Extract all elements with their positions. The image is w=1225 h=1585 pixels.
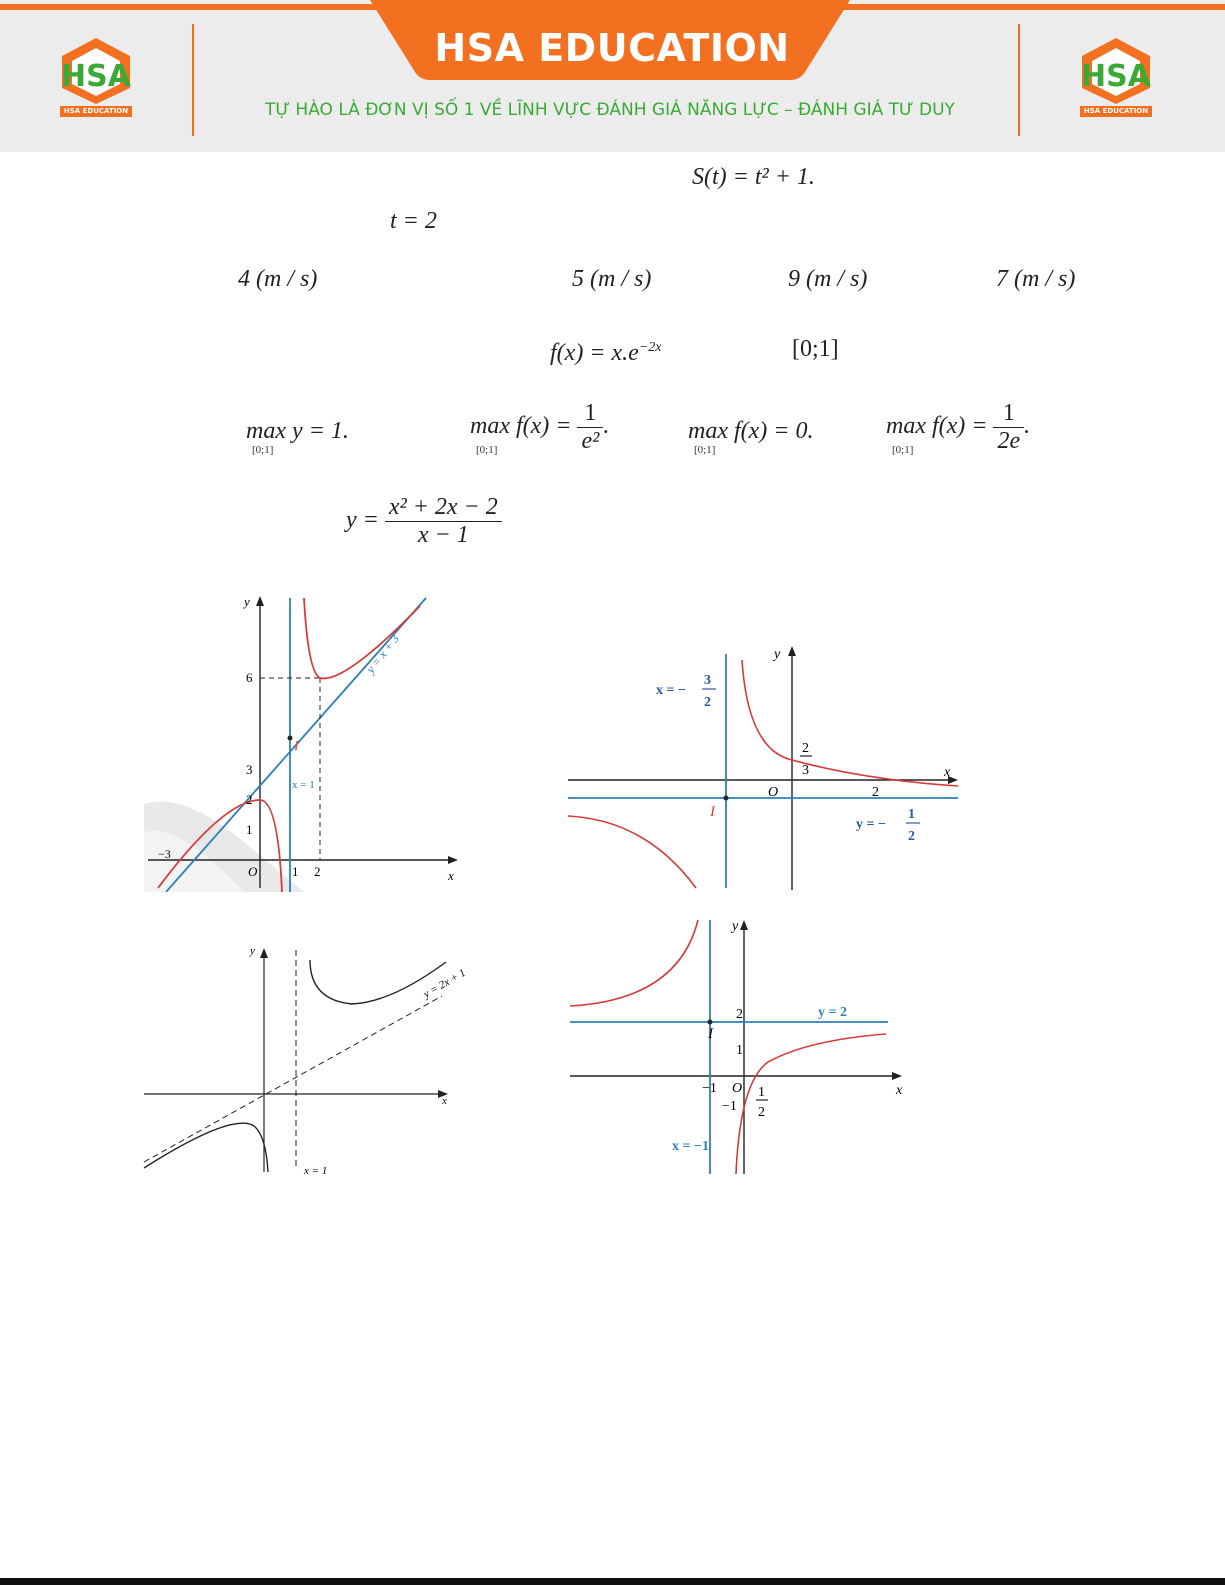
- svg-text:HSA: HSA: [61, 59, 131, 94]
- vertical-asymptote-den: 2: [704, 695, 711, 710]
- q1-answer-a: 4 (m / s): [238, 266, 318, 292]
- frac-num: 1: [584, 400, 597, 426]
- logo-caption: HSA EDUCATION: [1080, 106, 1152, 117]
- origin-label: O: [248, 864, 258, 879]
- header-divider-left: [192, 24, 194, 136]
- tick-x-den: 2: [758, 1105, 765, 1120]
- vertical-asymptote-label: x = 1: [304, 1165, 328, 1174]
- brand-title: HSA EDUCATION: [434, 26, 790, 70]
- y-axis-arrow-icon: [740, 920, 748, 930]
- tick-y-den: 3: [802, 763, 809, 778]
- graph-1: [144, 592, 464, 892]
- hsa-logo-right: [1076, 34, 1156, 124]
- q3-numerator: x² + 2x − 2: [388, 494, 498, 520]
- graph-4: [568, 912, 912, 1176]
- center-label: I: [294, 739, 299, 754]
- horizontal-asymptote-den: 2: [908, 829, 915, 844]
- y-axis-arrow-icon: [260, 948, 268, 958]
- oblique-asymptote-label: y = 2x + 1: [421, 966, 468, 1001]
- y-axis-arrow-icon: [256, 596, 264, 606]
- tick-y-3: 3: [246, 762, 253, 777]
- center-label: I: [708, 1026, 713, 1042]
- horizontal-asymptote-label: y = 2: [818, 1005, 847, 1020]
- vertical-asymptote-num: 3: [704, 673, 711, 688]
- tick-y-m1: −1: [722, 1099, 737, 1114]
- horizontal-asymptote-label: y = −: [856, 817, 886, 832]
- q2-answer-b-sub: [0;1]: [476, 444, 498, 456]
- tick-y-2: 2: [246, 792, 253, 807]
- tick-y-2: 2: [736, 1007, 743, 1022]
- center-point: [708, 1020, 713, 1025]
- x-label: x: [944, 765, 951, 780]
- curve-lower-branch: [144, 1123, 268, 1172]
- hsa-logo-icon: [56, 34, 136, 106]
- curve-left-branch: [570, 920, 698, 1006]
- q2-function-exp: −2x: [638, 340, 662, 355]
- q2-answer-d: max f(x) = $\frac{1}{2e}$ .: [886, 400, 1031, 454]
- q3-denominator: x − 1: [385, 521, 502, 549]
- q2-answer-d-lhs: max f(x) =: [886, 413, 988, 440]
- header-tagline: TỰ HÀO LÀ ĐƠN VỊ SỐ 1 VỀ LĨNH VỰC ĐÁNH GIÁ NĂNG LỰC – ĐÁNH GIÁ TƯ DUY: [265, 100, 955, 120]
- q2-answer-b-fraction: [577, 400, 603, 455]
- tick-y-6: 6: [246, 670, 253, 685]
- q2-function-lhs: f(x) = x.e: [550, 340, 639, 366]
- y-axis-arrow-icon: [788, 646, 796, 656]
- q2-function: [550, 340, 661, 367]
- y-label: y: [250, 945, 255, 957]
- q2-answer-a-sub: [0;1]: [252, 444, 274, 456]
- horizontal-asymptote-num: 1: [908, 807, 915, 822]
- hsa-logo-icon: [1076, 34, 1156, 106]
- page-header: [0, 0, 1225, 152]
- q1-answer-b: 5 (m / s): [572, 266, 652, 292]
- curve-right-branch: [742, 660, 958, 786]
- q2-answer-d-fraction: [993, 400, 1024, 455]
- q2-answer-a: max y = 1.: [246, 418, 349, 444]
- y-label: y: [774, 647, 781, 662]
- oblique-asymptote: [144, 996, 442, 1162]
- tick-x-num: 1: [758, 1085, 765, 1100]
- tick-x-m1: −1: [702, 1081, 717, 1096]
- x-label: x: [442, 1095, 447, 1107]
- hsa-logo-left: [56, 34, 136, 124]
- origin-label: O: [732, 1081, 743, 1096]
- svg-text:HSA: HSA: [1081, 59, 1151, 94]
- q2-answer-b-lhs: max f(x) =: [470, 413, 572, 440]
- curve-right-branch: [736, 1034, 886, 1174]
- frac-den: e²: [577, 427, 603, 455]
- q2-interval: [0;1]: [792, 336, 839, 362]
- tick-y-num: 2: [802, 741, 809, 756]
- frac-num: 1: [1002, 400, 1015, 426]
- q1-answer-d: 7 (m / s): [996, 266, 1076, 292]
- graph-2: [566, 640, 966, 892]
- vertical-asymptote-label: x = −1: [672, 1139, 709, 1154]
- graph-3: [142, 940, 502, 1174]
- q1-time: t = 2: [390, 208, 437, 234]
- tick-x-m3: −3: [158, 847, 171, 861]
- x-axis-arrow-icon: [448, 856, 458, 864]
- tick-x-2: 2: [314, 864, 321, 879]
- y-label: y: [244, 594, 250, 609]
- curve-upper-branch: [304, 598, 420, 678]
- page-bottom-rule: [0, 1578, 1225, 1585]
- q2-answer-b: max f(x) = $\frac{1}{\text{e²}}$ .: [470, 400, 610, 454]
- q3-fraction: [385, 494, 502, 549]
- y-label: y: [732, 919, 739, 934]
- x-axis-arrow-icon: [892, 1072, 902, 1080]
- origin-label: O: [768, 785, 779, 800]
- curve-left-branch: [568, 816, 696, 888]
- tick-x-2: 2: [872, 785, 879, 800]
- x-label: x: [896, 1083, 903, 1098]
- tick-y-1: 1: [736, 1043, 743, 1058]
- q2-answer-c: max f(x) = 0.: [688, 418, 814, 444]
- center-label: I: [710, 804, 715, 820]
- tick-x-1: 1: [292, 864, 299, 879]
- q3-lhs: y =: [346, 507, 379, 534]
- vertical-asymptote-label: x = 1: [292, 779, 315, 791]
- center-point: [724, 796, 729, 801]
- frac-den: 2e: [993, 427, 1024, 455]
- q3-function: [346, 494, 502, 549]
- x-label: x: [448, 868, 454, 883]
- vertical-asymptote-label: x = −: [656, 683, 686, 698]
- center-point: [288, 736, 293, 741]
- q1-answer-c: 9 (m / s): [788, 266, 868, 292]
- logo-caption: HSA EDUCATION: [60, 106, 132, 117]
- q1-function: S(t) = t² + 1.: [692, 164, 815, 190]
- q2-answer-c-sub: [0;1]: [694, 444, 716, 456]
- tick-y-1: 1: [246, 822, 253, 837]
- q2-answer-d-sub: [0;1]: [892, 444, 914, 456]
- oblique-asymptote-label: y = x + 3: [363, 631, 402, 676]
